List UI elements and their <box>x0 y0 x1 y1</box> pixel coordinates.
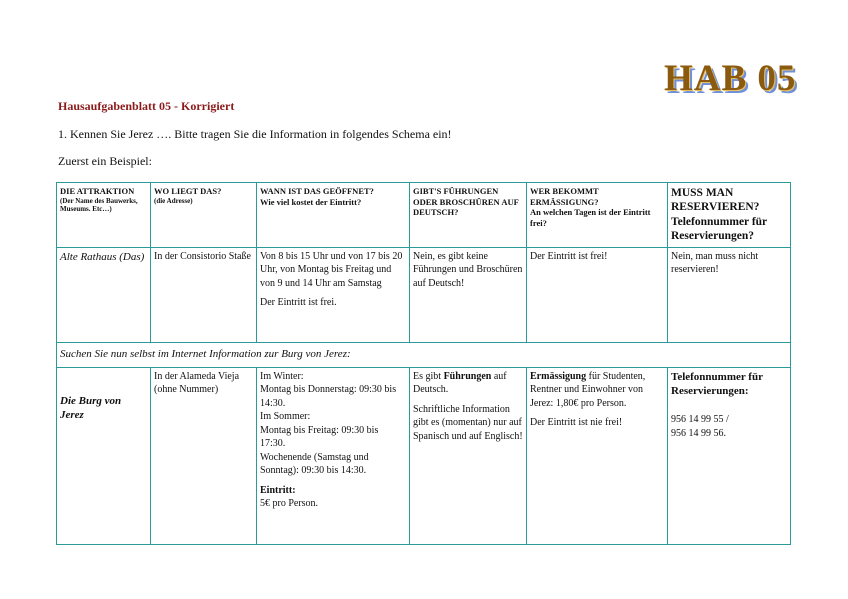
burg-opening <box>257 367 410 544</box>
burg-phone-label: Telefonnummer für Reservierungen: <box>671 370 763 398</box>
burg-tours-line <box>413 370 523 397</box>
example-opening-hours: Von 8 bis 15 Uhr und von 17 bis 20 Uhr, von Montag bis Freitag und von 9 und 14 Uhr am Samstag <box>260 250 403 289</box>
burg-location: In der Alameda Vieja (ohne Nummer) <box>151 367 257 544</box>
burg-phone-1: 956 14 99 55 / <box>671 414 729 426</box>
burg-tours-bold: Führungen <box>443 370 492 382</box>
logo-hab05: HAB 05 <box>664 58 797 99</box>
table-row-example <box>57 247 791 342</box>
example-discount: Der Eintritt ist frei! <box>527 247 668 342</box>
header-tours-label: GIBT'S FÜHRUNGEN ODER BROSCHÜREN AUF DEUTSCH? <box>413 186 519 218</box>
burg-tours <box>410 367 527 544</box>
header-discount <box>527 183 668 248</box>
header-location <box>151 183 257 248</box>
table-row-burg <box>57 367 791 544</box>
header-attraction-sub: (Der Name des Bauwerks, Museums. Etc…) <box>60 196 138 214</box>
example-location: In der Consistorio Staße <box>151 247 257 342</box>
header-reservation-label: MUSS MAN RESERVIEREN? Telefonnummer für Reservierungen? <box>671 187 767 243</box>
burg-discount-line <box>530 370 664 411</box>
example-opening <box>257 247 410 342</box>
header-location-label: WO LIEGT DAS? <box>154 186 222 196</box>
burg-discount-free: Der Eintritt ist nie frei! <box>530 417 623 428</box>
header-discount-sub: An welchen Tagen ist der Eintritt frei? <box>530 207 651 228</box>
header-opening-label: WANN IST DAS GEÖFFNET? <box>260 186 374 196</box>
table-row-instruction <box>57 342 791 367</box>
burg-attraction: Die Burg von Jerez <box>57 367 151 544</box>
example-intro: Zuerst ein Beispiel: <box>58 154 152 168</box>
burg-discount-bold: Ermässigung <box>530 370 587 382</box>
burg-entry-price: 5€ pro Person. <box>260 498 319 509</box>
burg-tours-post: auf Deutsch. <box>413 370 507 395</box>
example-tours: Nein, es gibt keine Führungen und Broschüren auf Deutsch! <box>410 247 527 342</box>
header-attraction-label: DIE ATTRAKTION <box>60 186 135 196</box>
burg-reservation <box>668 367 791 544</box>
header-discount-label: WER BEKOMMT ERMÄSSIGUNG? <box>530 186 599 207</box>
burg-tours-pre: Es gibt <box>413 370 444 382</box>
burg-winter-hours: Montag bis Donnerstag: 09:30 bis 14:30. <box>260 384 397 409</box>
header-attraction <box>57 183 151 248</box>
instruction-text: 1. Kennen Sie Jerez …. Bitte tragen Sie die Information in folgendes Schema ein! <box>58 127 452 141</box>
page-title: Hausaufgabenblatt 05 - Korrigiert <box>58 99 235 113</box>
header-location-sub: (die Adresse) <box>154 196 193 205</box>
burg-entry-label: Eintritt: <box>260 484 296 496</box>
burg-weekend-hours: Wochenende (Samstag und Sonntag): 09:30 bis 14:30. <box>260 451 369 476</box>
header-opening-sub: Wie viel kostet der Eintritt? <box>260 196 362 207</box>
burg-discount-rest: für Studenten, Rentner und Einwohner von Jerez: 1,80€ pro Person. <box>530 370 646 409</box>
example-reservation: Nein, man muss nicht reservieren! <box>668 247 791 342</box>
table-header-row <box>57 183 791 248</box>
example-opening-price: Der Eintritt ist frei. <box>260 297 337 308</box>
header-reservation <box>668 183 791 248</box>
header-tours <box>410 183 527 248</box>
search-instruction: Suchen Sie nun selbst im Internet Information zur Burg von Jerez: <box>57 342 791 367</box>
burg-discount <box>527 367 668 544</box>
burg-summer-label: Im Sommer: <box>260 411 311 422</box>
header-opening <box>257 183 410 248</box>
burg-phone-2: 956 14 99 56. <box>671 427 726 439</box>
burg-winter-label: Im Winter: <box>260 370 304 382</box>
burg-summer-hours: Montag bis Freitag: 09:30 bis 17:30. <box>260 424 379 449</box>
burg-tours-written: Schriftliche Information gibt es (momentan) nur auf Spanisch und auf Englisch! <box>413 403 523 442</box>
attraction-table <box>56 182 791 545</box>
example-attraction: Alte Rathaus (Das) <box>57 247 151 342</box>
